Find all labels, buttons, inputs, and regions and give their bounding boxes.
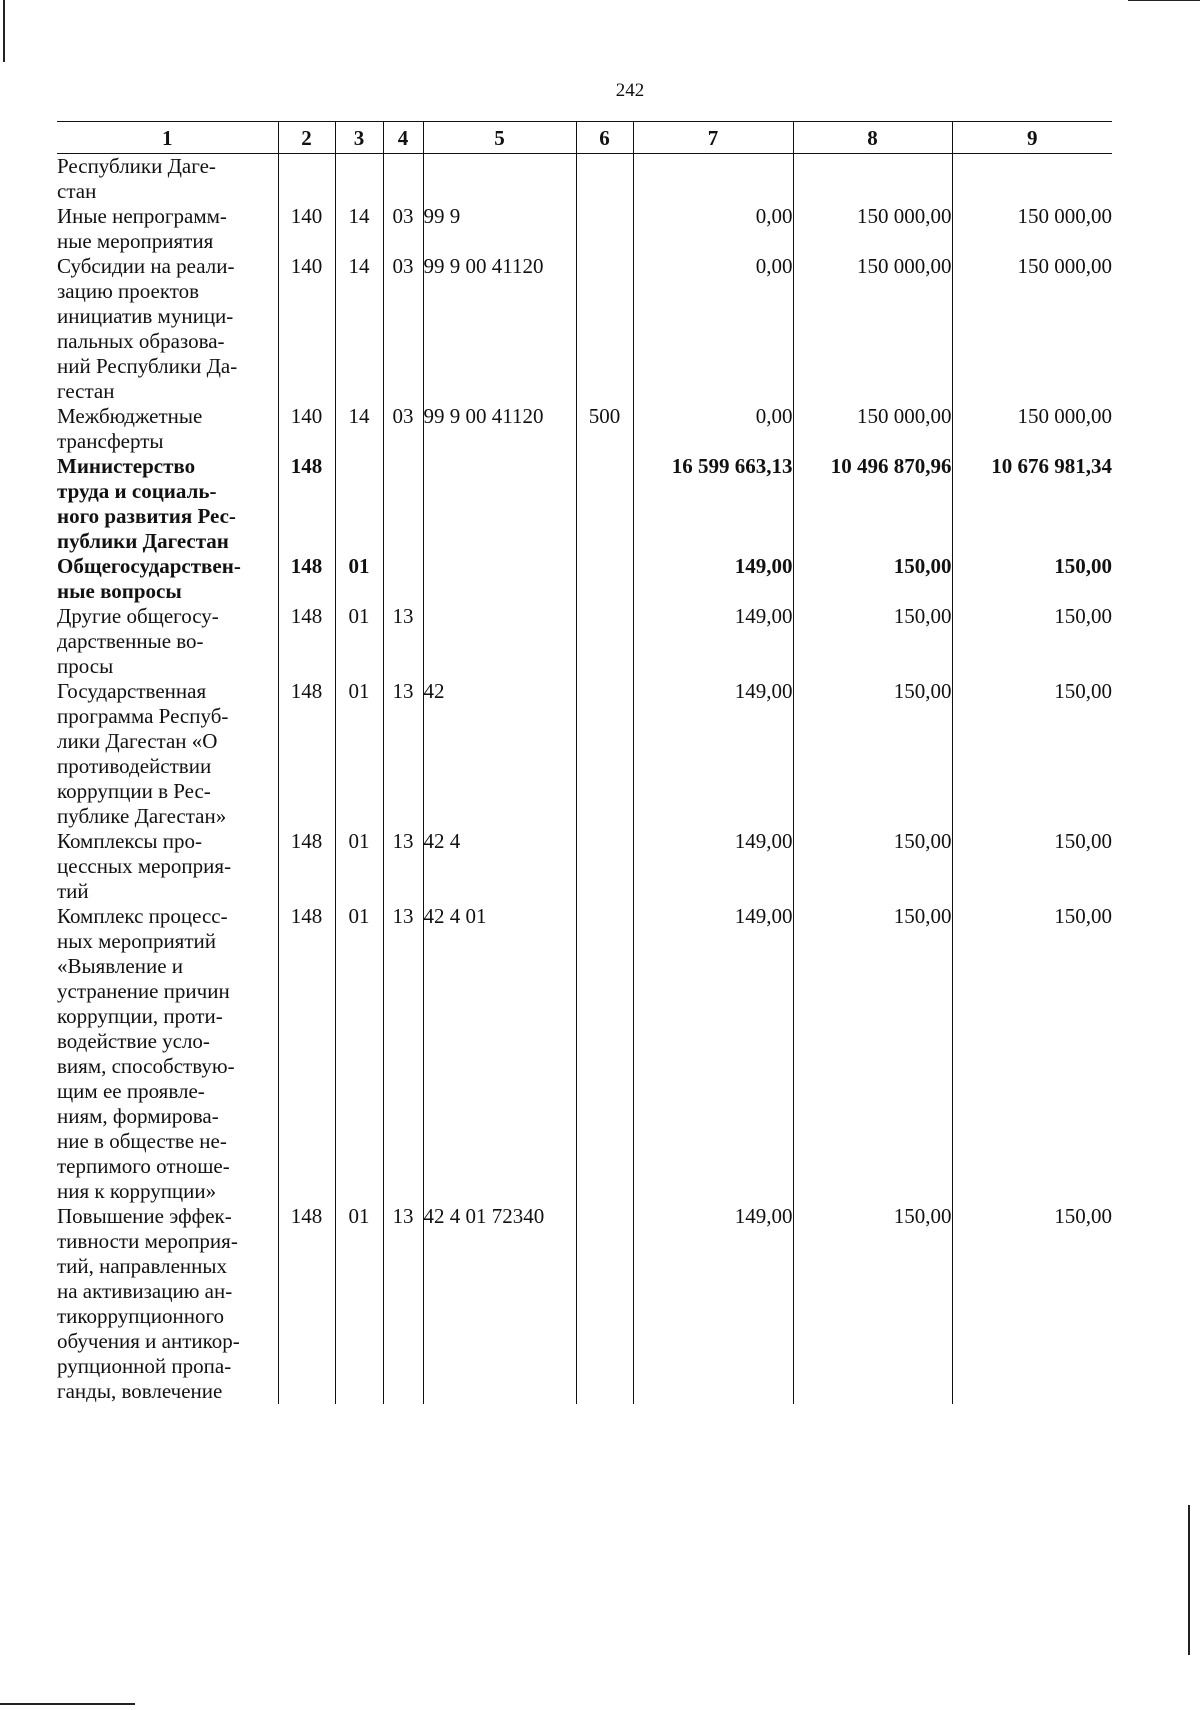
ministry-code: 148 [278, 604, 335, 679]
row-name: Межбюджетные трансферты [57, 404, 203, 453]
expense-type-code [576, 454, 633, 554]
table-row [57, 154, 1112, 205]
column-header: 3 [335, 122, 383, 154]
target-article-code [423, 554, 576, 604]
target-article-code [423, 604, 576, 679]
amount-col-8: 150,00 [793, 1204, 952, 1404]
section-code: 01 [335, 554, 383, 604]
scan-artifact-line [1188, 1505, 1190, 1655]
table-row [57, 604, 1112, 679]
amount-col-9: 150 000,00 [952, 404, 1112, 454]
table-body [57, 154, 1112, 1405]
amount-col-9: 150 000,00 [952, 204, 1112, 254]
amount-col-7: 16 599 663,13 [633, 454, 793, 554]
section-code: 01 [335, 829, 383, 904]
target-article-code [423, 154, 576, 205]
row-name: Субсидии на реали- зацию проектов инициатив муници- пальных образова- ний Республики Да- гестан [57, 254, 238, 403]
amount-col-8 [793, 154, 952, 205]
subsection-code: 13 [383, 904, 423, 1204]
expense-type-code [576, 604, 633, 679]
amount-col-7 [633, 154, 793, 205]
amount-col-7: 149,00 [633, 1204, 793, 1404]
row-name: Другие общегосу- дарственные во- просы [57, 604, 219, 678]
scan-artifact-line [1128, 0, 1200, 1]
target-article-code: 99 9 00 41120 [423, 404, 576, 454]
section-code: 01 [335, 679, 383, 829]
subsection-code: 13 [383, 829, 423, 904]
subsection-code: 13 [383, 679, 423, 829]
scan-artifact-line [3, 0, 5, 62]
amount-col-8: 150,00 [793, 604, 952, 679]
row-name: Общегосударствен- ные вопросы [57, 554, 241, 603]
ministry-code: 148 [278, 904, 335, 1204]
ministry-code [278, 154, 335, 205]
section-code [335, 154, 383, 205]
target-article-code [423, 454, 576, 554]
section-code: 01 [335, 904, 383, 1204]
table-row [57, 204, 1112, 254]
expense-type-code [576, 904, 633, 1204]
column-header: 9 [952, 122, 1112, 154]
amount-col-9 [952, 154, 1112, 205]
target-article-code: 99 9 00 41120 [423, 254, 576, 404]
amount-col-7: 0,00 [633, 254, 793, 404]
target-article-code: 42 4 01 72340 [423, 1204, 576, 1404]
amount-col-9: 10 676 981,34 [952, 454, 1112, 554]
amount-col-8: 10 496 870,96 [793, 454, 952, 554]
target-article-code: 42 4 01 [423, 904, 576, 1204]
table-row [57, 679, 1112, 829]
subsection-code: 13 [383, 604, 423, 679]
ministry-code: 140 [278, 404, 335, 454]
subsection-code: 03 [383, 204, 423, 254]
amount-col-8: 150,00 [793, 554, 952, 604]
table-row [57, 1204, 1112, 1404]
amount-col-9: 150,00 [952, 554, 1112, 604]
amount-col-7: 149,00 [633, 554, 793, 604]
target-article-code: 42 [423, 679, 576, 829]
amount-col-8: 150 000,00 [793, 254, 952, 404]
column-header: 6 [576, 122, 633, 154]
amount-col-9: 150,00 [952, 679, 1112, 829]
row-name: Министерство труда и социаль- ного развития Рес- публики Дагестан [57, 454, 236, 553]
subsection-code [383, 154, 423, 205]
table-row [57, 254, 1112, 404]
section-code: 01 [335, 604, 383, 679]
ministry-code: 148 [278, 454, 335, 554]
column-header: 1 [57, 122, 278, 154]
amount-col-7: 0,00 [633, 204, 793, 254]
section-code: 14 [335, 254, 383, 404]
table-header-row [57, 122, 1112, 154]
ministry-code: 148 [278, 1204, 335, 1404]
row-name: Повышение эффек- тивности мероприя- тий, направленных на активизацию ан- тикоррупционного обучения и антикор- рупционной пропа- ганды, вовлечение [57, 1204, 240, 1403]
table-row [57, 829, 1112, 904]
ministry-code: 148 [278, 829, 335, 904]
amount-col-7: 149,00 [633, 829, 793, 904]
row-name: Комплексы про- цессных мероприя- тий [57, 829, 232, 903]
amount-col-7: 149,00 [633, 679, 793, 829]
amount-col-7: 0,00 [633, 404, 793, 454]
amount-col-8: 150,00 [793, 904, 952, 1204]
amount-col-9: 150,00 [952, 1204, 1112, 1404]
ministry-code: 140 [278, 254, 335, 404]
subsection-code: 03 [383, 254, 423, 404]
subsection-code [383, 554, 423, 604]
amount-col-9: 150,00 [952, 829, 1112, 904]
budget-table [57, 121, 1112, 1404]
expense-type-code [576, 829, 633, 904]
expense-type-code: 500 [576, 404, 633, 454]
row-name: Иные непрограмм- ные мероприятия [57, 204, 227, 253]
table-row [57, 904, 1112, 1204]
expense-type-code [576, 679, 633, 829]
row-name: Республики Даге- стан [57, 154, 216, 203]
amount-col-8: 150 000,00 [793, 404, 952, 454]
table-row [57, 404, 1112, 454]
amount-col-9: 150 000,00 [952, 254, 1112, 404]
ministry-code: 140 [278, 204, 335, 254]
amount-col-9: 150,00 [952, 904, 1112, 1204]
table-row [57, 454, 1112, 554]
page-number: 242 [615, 80, 645, 101]
amount-col-9: 150,00 [952, 604, 1112, 679]
column-header: 8 [793, 122, 952, 154]
target-article-code: 42 4 [423, 829, 576, 904]
amount-col-7: 149,00 [633, 604, 793, 679]
amount-col-7: 149,00 [633, 904, 793, 1204]
section-code: 14 [335, 404, 383, 454]
row-name: Комплекс процесс- ных мероприятий «Выявление и устранение причин коррупции, проти- водействие усло- виям, способствую- щим ее проявле- ниям, формирова- ние в обществе не- терпимого отноше- ния к коррупции» [57, 904, 235, 1203]
column-header: 4 [383, 122, 423, 154]
expense-type-code [576, 154, 633, 205]
section-code: 01 [335, 1204, 383, 1404]
amount-col-8: 150,00 [793, 829, 952, 904]
column-header: 5 [423, 122, 576, 154]
scan-artifact-line [0, 1703, 135, 1705]
table-row [57, 554, 1112, 604]
amount-col-8: 150 000,00 [793, 204, 952, 254]
expense-type-code [576, 204, 633, 254]
expense-type-code [576, 554, 633, 604]
section-code: 14 [335, 204, 383, 254]
section-code [335, 454, 383, 554]
subsection-code [383, 454, 423, 554]
expense-type-code [576, 1204, 633, 1404]
amount-col-8: 150,00 [793, 679, 952, 829]
target-article-code: 99 9 [423, 204, 576, 254]
expense-type-code [576, 254, 633, 404]
ministry-code: 148 [278, 679, 335, 829]
row-name: Государственная программа Респуб- лики Дагестан «О противодействии коррупции в Рес- публике Дагестан» [57, 679, 229, 828]
subsection-code: 13 [383, 1204, 423, 1404]
ministry-code: 148 [278, 554, 335, 604]
column-header: 7 [633, 122, 793, 154]
column-header: 2 [278, 122, 335, 154]
subsection-code: 03 [383, 404, 423, 454]
